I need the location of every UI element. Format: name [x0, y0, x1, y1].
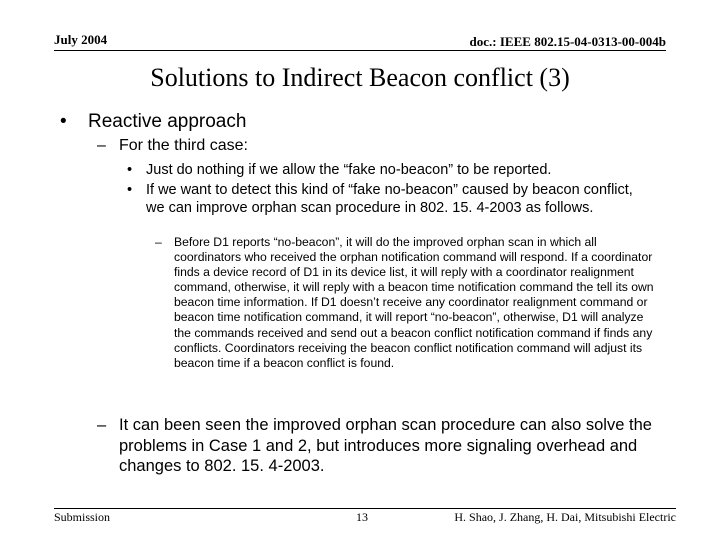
bullet-level2-second-text: It can been seen the improved orphan scan procedure can also solve the problems in Case 1 and 2, but introduces more signaling overhead and changes to 802. 15. 4-2003. — [119, 416, 652, 475]
footer-submission: Submission — [54, 510, 111, 524]
bullet-level3-text: Just do nothing if we allow the “fake no-beacon” to be reported. — [146, 162, 552, 178]
dash-marker: – — [155, 235, 162, 249]
slide-title: Solutions to Indirect Beacon conflict (3) — [150, 63, 570, 92]
bullet-level3-item — [127, 181, 647, 217]
bullet-level3-item — [127, 161, 647, 179]
bullet-level1 — [60, 111, 246, 133]
bullet-level2-second — [97, 415, 687, 477]
bullet-marker: • — [127, 182, 133, 198]
bullet-level3-text: If we want to detect this kind of “fake no-beacon” caused by beacon conflict, we can improve orphan scan procedure in 802. 15. 4-2003 as follows. — [146, 182, 633, 216]
bullet-level2-first — [97, 137, 248, 155]
dash-marker: – — [97, 137, 106, 154]
bullet-marker: • — [127, 162, 133, 178]
header-date: July 2004 — [54, 32, 108, 47]
header-doc-id: doc.: IEEE 802.15-04-0313-00-004b — [469, 34, 666, 49]
bullet-level2-first-text: For the third case: — [119, 137, 248, 154]
footer-authors: H. Shao, J. Zhang, H. Dai, Mitsubishi Electric — [454, 510, 676, 524]
bullet-level1-text: Reactive approach — [88, 111, 247, 132]
footer-rule — [54, 508, 676, 509]
dash-marker: – — [97, 416, 107, 434]
header-rule — [54, 50, 666, 51]
bullet-level4-text: Before D1 reports “no-beacon”, it will do the improved orphan scan in which all coordinators who received the orphan notification command will respond. If a coordinator finds a device record of D1 in its device list, it will reply with a coordinator realignment command, otherwise, it will reply with a beacon time notification command the tell its own beacon time information. If D1 doesn’t receive any coordinator realignment command or beacon time notification command, it will report “no-beacon”, otherwise, D1 will analyze the commands received and send out a beacon conflict notification command if finds any conflicts. Coordinators receiving the beacon conflict notification command will adjust its beacon time if a beacon conflict is found. — [174, 235, 654, 370]
bullet-marker: • — [60, 111, 67, 132]
bullet-level4-item — [155, 235, 660, 371]
footer-page-number: 13 — [356, 510, 368, 524]
